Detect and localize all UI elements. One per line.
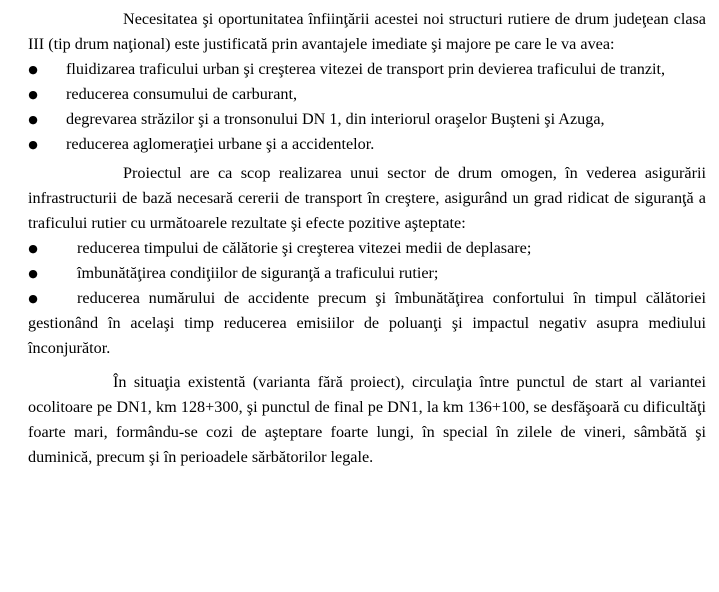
paragraph-project-scope: Proiectul are ca scop realizarea unui sector de drum omogen, în vederea asigurării infrastructurii de bază necesară cererii de transport în creştere, asigurând un grad ridicat de siguranţă a traficului rutier cu următoarele rezultate şi efecte pozitive aşteptate: (28, 164, 706, 232)
bullet-icon: ● (28, 63, 38, 76)
list-item-text: reducerea timpului de călătorie şi creşterea vitezei medii de deplasare; (77, 239, 532, 257)
list-item (28, 236, 706, 261)
list-item-text: degrevarea străzilor şi a tronsonului DN 1, din interiorul oraşelor Buşteni şi Azuga, (66, 110, 605, 128)
paragraph-necessity: Necesitatea şi oportunitatea înfiinţării acestei noi structuri rutiere de drum judeţean clasa III (tip drum naţional) este justificată prin avantajele imediate şi majore pe care le va avea: (28, 10, 706, 53)
paragraph-existing-situation: În situaţia existentă (varianta fără proiect), circulaţia între punctul de start al variantei ocolitoare pe DN1, km 128+300, şi punctul de final pe DN1, la km 136+100, se desfăşoară cu dificultăţi foarte mari, formându-se cozi de aşteptare foarte lungi, în special în zilele de vineri, sâmbătă şi duminică, precum şi în perioadele sărbătorilor legale. (28, 373, 706, 466)
list-item-text: reducerea numărului de accidente precum şi îmbunătăţirea confortului în timpul călătoriei gestionând în acelaşi timp reducerea emisiilor de poluanţi şi impactul negativ asupra mediului înconjurător. (28, 289, 706, 357)
list-item-text: fluidizarea traficului urban şi creşterea vitezei de transport prin devierea traficului de tranzit, (66, 60, 666, 78)
list-item-text: îmbunătăţirea condiţiilor de siguranţă a traficului rutier; (77, 264, 439, 282)
list-item-text: reducerea consumului de carburant, (66, 85, 298, 103)
list-item (28, 57, 706, 82)
list-item-text: reducerea aglomeraţiei urbane şi a accidentelor. (66, 135, 375, 153)
bullet-icon: ● (28, 88, 38, 101)
list-item (28, 261, 706, 286)
list-item (28, 107, 706, 132)
bullet-icon: ● (28, 267, 38, 280)
bullet-icon: ● (28, 292, 38, 305)
document-page (28, 7, 706, 470)
bullet-icon: ● (28, 242, 38, 255)
benefits-list (28, 57, 706, 157)
list-item (28, 82, 706, 107)
bullet-icon: ● (28, 138, 38, 151)
list-item (28, 286, 706, 361)
bullet-icon: ● (28, 113, 38, 126)
results-list (28, 236, 706, 361)
list-item (28, 132, 706, 157)
